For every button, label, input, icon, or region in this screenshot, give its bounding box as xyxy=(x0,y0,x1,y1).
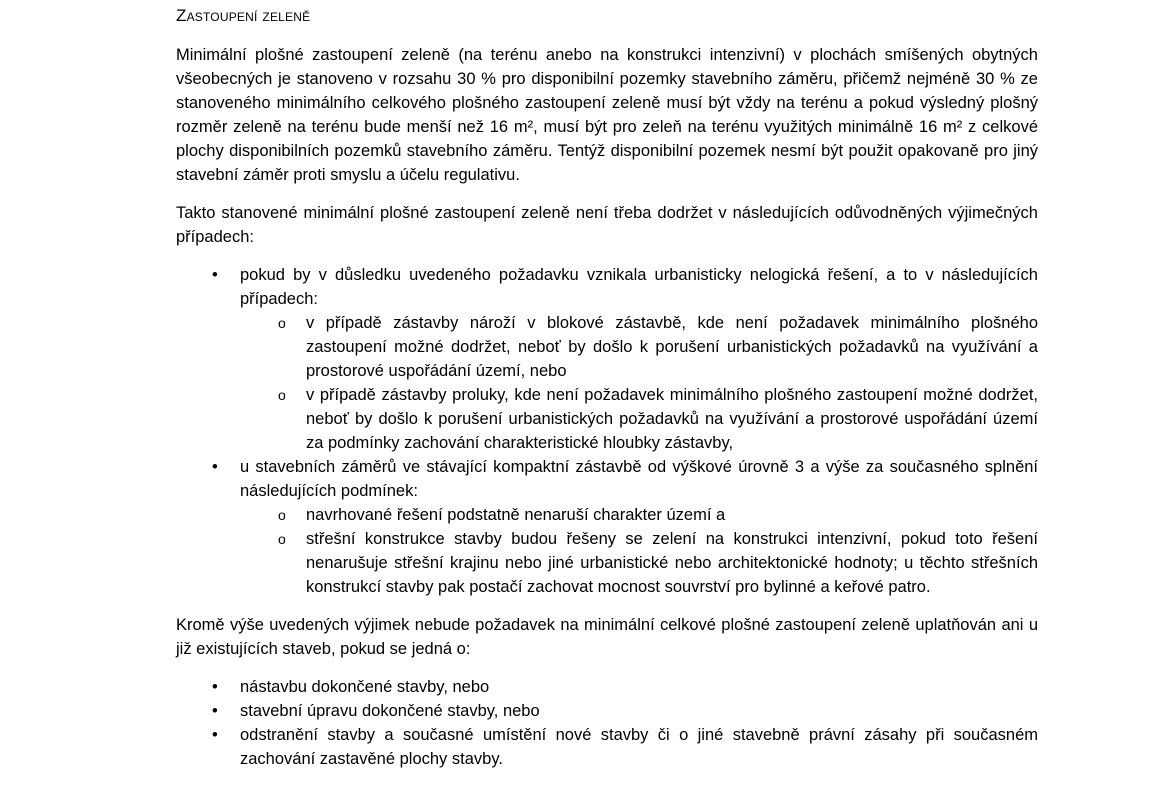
list-item xyxy=(176,699,1038,723)
list-item-text: u stavebních záměrů ve stávající kompaktní zástavbě od výškové úrovně 3 a výše za současného splnění následujících podmínek: xyxy=(240,458,1038,500)
list-item-text: pokud by v důsledku uvedeného požadavku vznikala urbanisticky nelogická řešení, a to v následujících případech: xyxy=(240,266,1038,308)
disc-bullet-icon: • xyxy=(212,726,218,744)
list-item xyxy=(176,675,1038,699)
list-item xyxy=(176,263,1038,311)
disc-bullet-icon: • xyxy=(212,678,218,696)
sub-list-item xyxy=(176,503,1038,527)
list-item xyxy=(176,455,1038,503)
sub-list-item-text: střešní konstrukce stavby budou řešeny se zelení na konstrukci intenzivní, pokud toto řešení nenarušuje střešní krajinu nebo jiné urbanistické nebo architektonické hodnoty; u těchto střešních konstrukcí stavby pak postačí zachovat mocnost souvrství pro bylinné a keřové patro. xyxy=(306,530,1038,596)
exceptions-paragraph: Takto stanovené minimální plošné zastoupení zeleně není třeba dodržet v následujících odůvodněných výjimečných případech: xyxy=(176,204,1038,246)
section-heading: Zastoupení zeleně xyxy=(176,6,311,25)
circle-bullet-icon: o xyxy=(278,387,286,403)
list-item-text: nástavbu dokončené stavby, nebo xyxy=(240,678,490,696)
sub-list-item xyxy=(176,311,1038,383)
sub-list-item-text: navrhované řešení podstatně nenaruší charakter území a xyxy=(306,506,726,524)
list-item xyxy=(176,723,1038,771)
exceptions-bullet-list xyxy=(176,263,1038,599)
intro-paragraph: Minimální plošné zastoupení zeleně (na terénu anebo na konstrukci intenzivní) v plochách smíšených obytných všeobecných je stanoveno v rozsahu 30 % pro disponibilní pozemky stavebního záměru, přičemž nejméně 30 % ze stanoveného minimálního celkového plošného zastoupení zeleně musí být vždy na terénu a pokud výsledný plošný rozměr zeleně na terénu bude menší než 16 m², musí být pro zeleň na terénu využitých minimálně 16 m² z celkové plochy disponibilních pozemků stavebního záměru. Tentýž disponibilní pozemek nesmí být použit opakovaně pro jiný stavební záměr proti smyslu a účelu regulativu. xyxy=(176,46,1038,184)
sub-list-item-text: v případě zástavby nároží v blokové zástavbě, kde není požadavek minimálního plošného zastoupení možné dodržet, neboť by došlo k porušení urbanistických požadavků na využívání a prostorové uspořádání území, nebo xyxy=(306,314,1038,380)
circle-bullet-icon: o xyxy=(278,507,286,523)
list-item-text: stavební úpravu dokončené stavby, nebo xyxy=(240,702,540,720)
disc-bullet-icon: • xyxy=(212,702,218,720)
existing-buildings-paragraph: Kromě výše uvedených výjimek nebude požadavek na minimální celkové plošné zastoupení zeleně uplatňován ani u již existujících staveb, pokud se jedná o: xyxy=(176,616,1038,658)
sub-list-item-text: v případě zástavby proluky, kde není požadavek minimálního plošného zastoupení možné dodržet, neboť by došlo k porušení urbanistických požadavků na využívání a prostorové uspořádání území za podmínky zachování charakteristické hloubky zástavby, xyxy=(306,386,1038,452)
sub-list-item xyxy=(176,383,1038,455)
existing-buildings-bullet-list xyxy=(176,675,1038,771)
disc-bullet-icon: • xyxy=(212,458,218,476)
disc-bullet-icon: • xyxy=(212,266,218,284)
list-item-text: odstranění stavby a současné umístění nové stavby či o jiné stavebně právní zásahy při současném zachování zastavěné plochy stavby. xyxy=(240,726,1038,768)
circle-bullet-icon: o xyxy=(278,531,286,547)
sub-list-item xyxy=(176,527,1038,599)
circle-bullet-icon: o xyxy=(278,315,286,331)
